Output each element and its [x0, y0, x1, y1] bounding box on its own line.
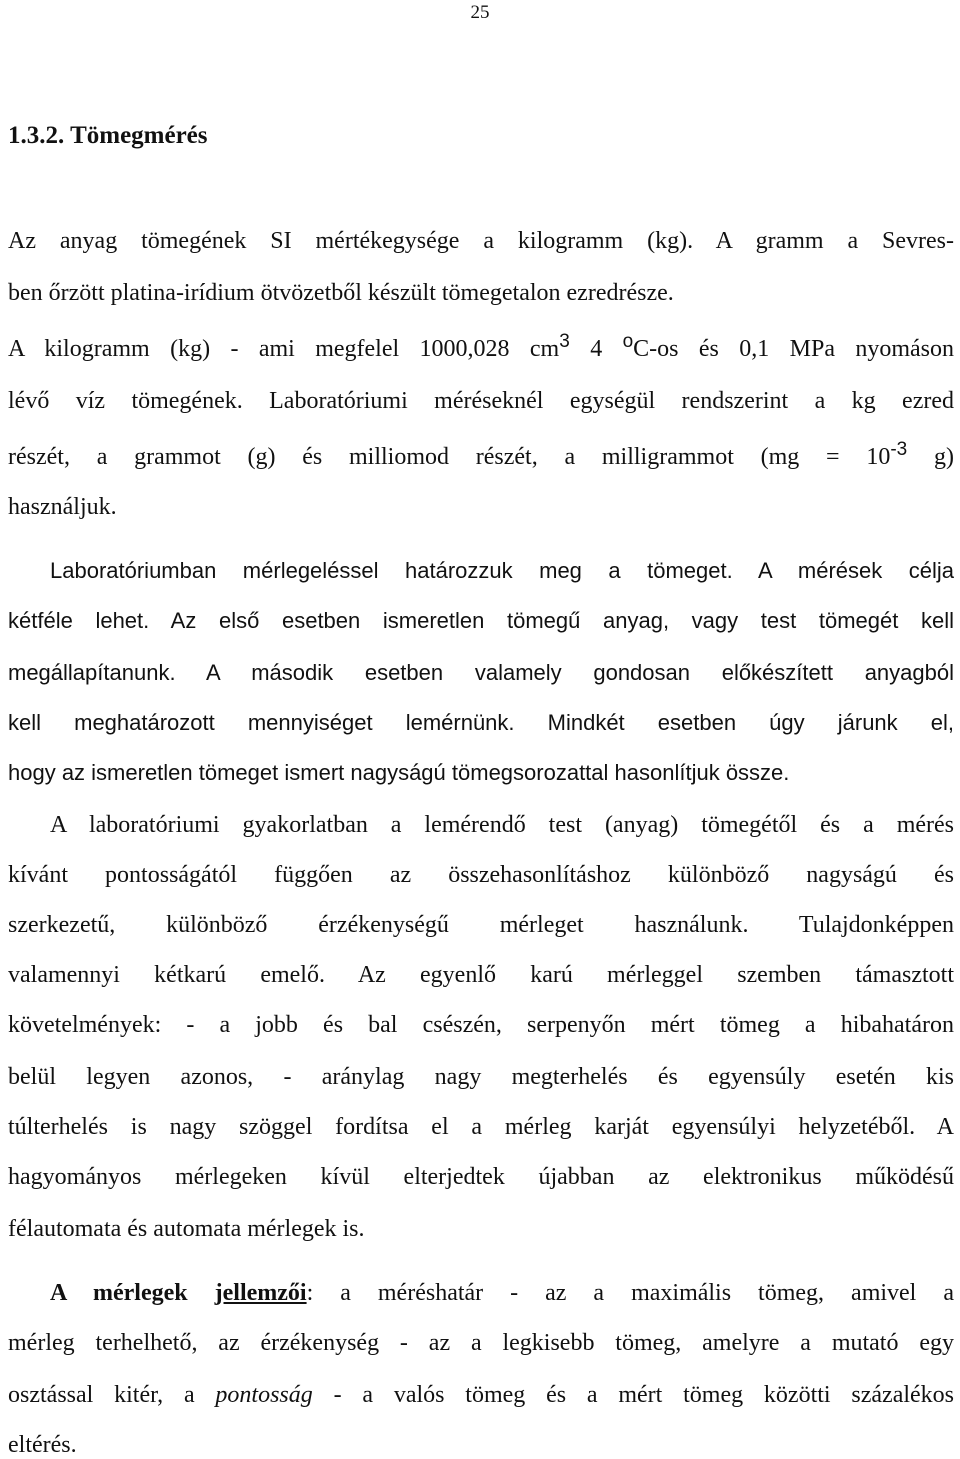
- text-line: eltérés.: [8, 1432, 77, 1458]
- bold-term: A mérlegek: [50, 1280, 215, 1306]
- section-title: Tömegmérés: [70, 122, 208, 149]
- text-line: kívánt pontosságától függően az összehasonlításhoz különböző nagyságú és: [8, 862, 954, 888]
- text-fragment: részét, a grammot (g) és milliomod részét, a milligrammot (mg = 10: [8, 444, 891, 470]
- superscript: o: [622, 331, 634, 352]
- superscript: -3: [890, 439, 908, 460]
- text-fragment: : a méréshatár - az a maximális tömeg, amivel a: [306, 1280, 954, 1306]
- text-line: belül legyen azonos, - aránylag nagy megterhelés és egyensúly esetén kis: [8, 1064, 954, 1090]
- text-line: túlterhelés is nagy szöggel fordítsa el a mérleg karját egyensúlyi helyzetéből. A: [8, 1114, 954, 1140]
- text-line: lévő víz tömegének. Laboratóriumi méréseknél egységül rendszerint a kg ezred: [8, 388, 954, 414]
- text-line: szerkezetű, különböző érzékenységű mérleget használunk. Tulajdonképpen: [8, 912, 954, 938]
- text-line: kétféle lehet. Az első esetben ismeretlen tömegű anyag, vagy test tömegét kell: [8, 608, 954, 633]
- text-fragment: osztással kitér, a: [8, 1382, 216, 1408]
- text-line: kell meghatározott mennyiséget lemérnünk. Mindkét esetben úgy járunk el,: [8, 710, 954, 735]
- text-fragment: - a valós tömeg és a mért tömeg közötti százalékos: [312, 1382, 955, 1408]
- text-line: ben őrzött platina-irídium ötvözetből készült tömegetalon ezredrésze.: [8, 280, 674, 306]
- text-line: [8, 331, 955, 363]
- text-line: követelmények: - a jobb és bal csészén, serpenyőn mért tömeg a hibahatáron: [8, 1012, 954, 1038]
- text-line: [8, 439, 954, 471]
- section-heading: [8, 122, 208, 150]
- bold-underlined-term: jellemzői: [214, 1280, 307, 1306]
- text-line: használjuk.: [8, 494, 117, 520]
- text-line: A laboratóriumi gyakorlatban a lemérendő test (anyag) tömegétől és a mérés: [50, 812, 954, 838]
- text-line: hogy az ismeretlen tömeget ismert nagyságú tömegsorozattal hasonlítjuk össze.: [8, 760, 790, 785]
- text-line: hagyományos mérlegeken kívül elterjedtek újabban az elektronikus működésű: [8, 1164, 954, 1190]
- text-line: félautomata és automata mérlegek is.: [8, 1216, 365, 1242]
- text-fragment: C-os és 0,1 MPa nyomáson: [633, 336, 955, 362]
- text-line: Az anyag tömegének SI mértékegysége a kilogramm (kg). A gramm a Sevres-: [8, 228, 954, 254]
- text-line: [8, 1382, 954, 1409]
- text-fragment: 4: [569, 336, 623, 362]
- text-line: megállapítanunk. A második esetben valamely gondosan előkészített anyagból: [8, 660, 954, 685]
- text-line: [50, 1280, 954, 1307]
- superscript: 3: [559, 331, 570, 352]
- italic-term: pontosság: [215, 1382, 313, 1408]
- text-line: valamennyi kétkarú emelő. Az egyenlő karú mérleggel szemben támasztott: [8, 962, 954, 988]
- section-number: 1.3.2.: [8, 122, 65, 149]
- text-line: Laboratóriumban mérlegeléssel határozzuk meg a tömeget. A mérések célja: [50, 558, 954, 583]
- text-fragment: g): [907, 444, 954, 470]
- text-fragment: A kilogramm (kg) - ami megfelel 1000,028 cm: [8, 336, 560, 362]
- text-line: mérleg terhelhető, az érzékenység - az a legkisebb tömeg, amelyre a mutató egy: [8, 1330, 954, 1356]
- page-number: 25: [470, 2, 490, 23]
